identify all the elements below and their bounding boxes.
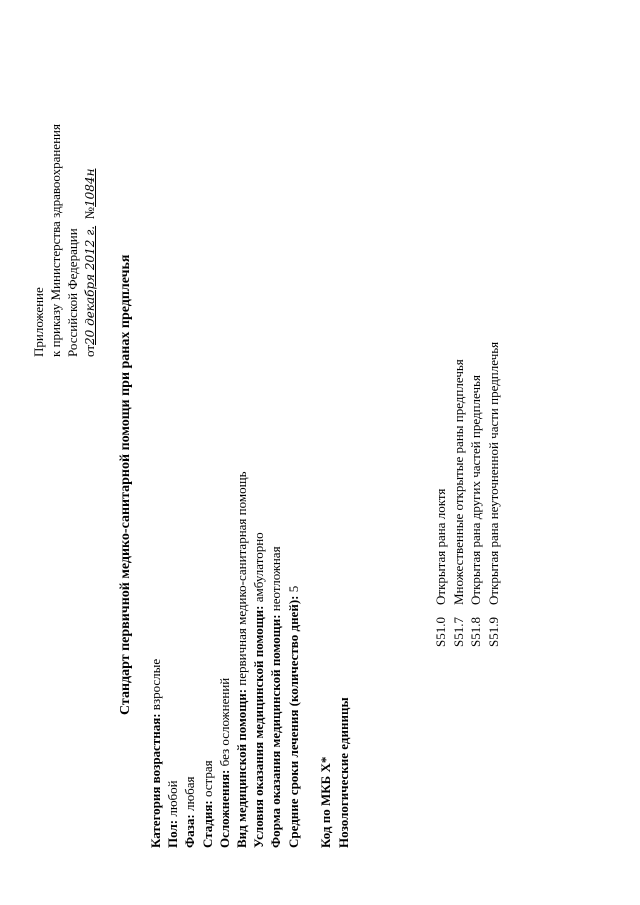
meta-treatment-duration — [285, 471, 302, 848]
meta-care-form — [267, 471, 284, 848]
mkb-name: Открытая рана локтя — [433, 488, 448, 605]
meta-label: Категория возрастная: — [148, 713, 163, 848]
meta-age-category — [147, 471, 164, 848]
meta-value: без осложнений — [216, 677, 232, 770]
number-label: № — [82, 206, 97, 220]
mkb-name: Открытая рана неуточненной части предплечья — [485, 341, 501, 605]
meta-label: Осложнения: — [216, 769, 232, 848]
meta-label: Средние сроки лечения (количество дней): — [285, 595, 301, 848]
meta-value: 5 — [285, 585, 301, 596]
meta-care-type — [233, 471, 250, 848]
standard-properties — [147, 471, 302, 848]
document-title: Стандарт первичной медико-санитарной помощи при ранах предплечья — [118, 254, 133, 715]
meta-value: неотложная — [268, 546, 284, 615]
meta-label: Вид медицинской помощи: — [234, 688, 250, 848]
meta-value: острая — [199, 760, 215, 801]
from-label: от — [82, 344, 97, 357]
meta-sex — [164, 471, 181, 848]
meta-care-conditions — [250, 471, 267, 848]
mkb-code-list — [432, 342, 502, 647]
meta-label: Стадия: — [199, 800, 215, 848]
meta-label: Пол: — [165, 819, 181, 848]
meta-value: любой — [165, 780, 181, 820]
meta-value: взрослые — [148, 658, 163, 714]
code-headings — [317, 697, 352, 848]
meta-label: Форма оказания медицинской помощи: — [268, 614, 284, 848]
nosology-heading: Нозологические единицы — [335, 697, 351, 848]
meta-value: любая — [182, 776, 198, 815]
meta-value: первичная медико-санитарная помощь — [234, 471, 250, 689]
mkb-name: Открытая рана других частей предплечья — [468, 375, 484, 605]
list-item — [432, 342, 450, 647]
meta-label: Условия оказания медицинской помощи: — [251, 605, 267, 848]
list-item — [485, 342, 503, 647]
mkb-code: S51.9 — [485, 617, 501, 647]
meta-stage — [199, 471, 216, 848]
appendix-line-1: Приложение — [31, 287, 46, 357]
mkb-code-heading: Код по МКБ X* — [318, 756, 333, 848]
list-item — [467, 342, 485, 647]
mkb-code: S51.7 — [450, 617, 466, 647]
meta-phase — [181, 471, 198, 848]
appendix-line-3: Российской Федерации — [65, 228, 80, 357]
meta-label: Фаза: — [182, 814, 198, 848]
meta-complications — [216, 471, 233, 848]
mkb-code: S51.8 — [468, 617, 484, 647]
appendix-date-row — [81, 124, 99, 357]
appendix-line-2: к приказу Министерства здравоохранения — [48, 124, 63, 357]
list-item — [450, 342, 468, 647]
meta-value: амбулаторно — [251, 532, 267, 606]
handwritten-number: 1084н — [83, 168, 97, 207]
appendix-header — [30, 124, 99, 357]
mkb-name: Множественные открытые раны предплечья — [450, 359, 466, 605]
mkb-code: S51.0 — [433, 617, 448, 647]
handwritten-date: 20 декабря 2012 г. — [83, 225, 97, 345]
